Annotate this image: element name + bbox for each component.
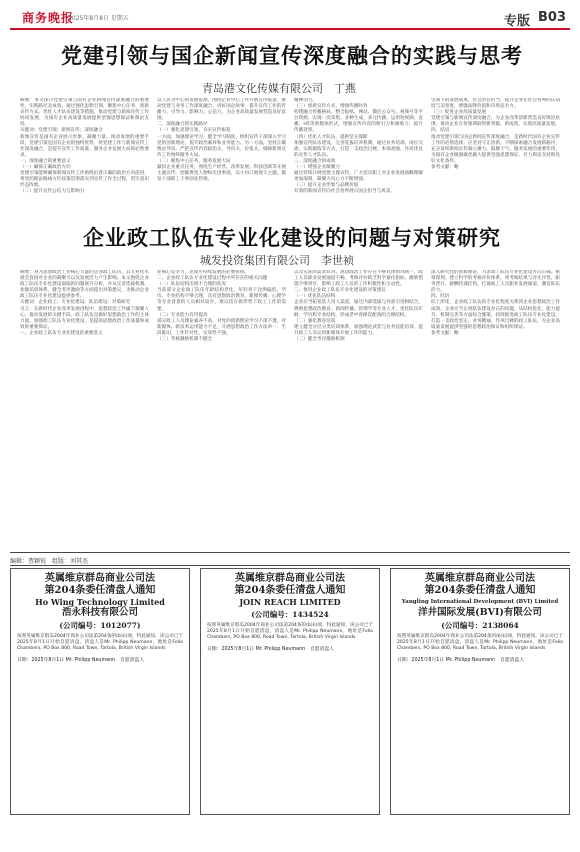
- notice-title: 英属维京群岛商业公司法 第204条委任清盘人通知: [44, 573, 156, 596]
- issue-date: 2025年8月8日 星期五: [68, 15, 129, 22]
- section-label: 专版: [503, 14, 530, 29]
- notice-date: 日期：2025年8月1日: [17, 657, 65, 663]
- article1-column: 精神动力。 （三）创新宣传方式，增强传播时效 构建融合传播格局，整合报纸、网站、微信公众号、视频号等平台资源，实现一次采集、多种生成、多元传播。运用短视频、直播、H5等新媒体形式，增强宣传内容的吸引力和感染力，提升传播效果。 （四）优化人才队伍，提供坚实保障 加强宣传队伍建设，完善选拔培养机制，通过业务培训、岗位交流、实践锻炼等方式，打造一支政治过硬、本领高强、作风优良的宣传人才队伍。 三、深度融合的成效 （一）增强企业凝聚力 通过持续开展党建主题宣传，广大党员职工对企业发展战略理解更加深刻，凝聚力向心力不断增强。 （二）提升企业形象与品牌价值 有效的新闻宣传向社会各界展示国企担当与风采，: [294, 98, 423, 195]
- masthead: [10, 8, 570, 30]
- article2-byline: 城发投资集团有限公司 李世祯: [200, 254, 354, 267]
- notice-body: 按照英属维京群岛2004年商业公司法第204条的(b)(i)项，特此通知，该公司已于2025年8月1日开始自愿清盘，清盘人是Mr. Philipp Neumann，地址是Folio Chambers, PO Box 800, Road Town, Tortola, British Virgin Islands: [397, 634, 563, 652]
- notice-footer: [17, 656, 183, 663]
- notice-title: 英属维京群岛商业公司法 第204条委任清盘人通知: [424, 573, 536, 596]
- article2-column: 以及实际的需求状况，思想政治工作存在不够具体情况统一，政工人员职业发展通道不畅，考核评价缺乏科学量化指标，激励措施不够到位，影响了政工人员的工作积极性和主动性。 三、推进企业政工队伍专业化建设的对策建议 （一）优化队伍结构 企业应当拓宽选人用人渠道，通过内部选拔与外部引进相结合，吸纳思想政治教育、新闻传播、管理学等专业人才，优化队伍年龄、学历和专业结构，形成老中青梯次配备的合理结构。 （二）强化教育培训 建立健全分层分类培训体系，加强理论武装与业务技能培训，提升政工人员运用新媒体开展工作的能力。 （三）健全考评激励机制: [294, 270, 423, 343]
- notice-date: 日期：2025年8月1日: [397, 657, 445, 663]
- article1-column: 以人民为中心的发展思想，围绕企业中心工作开展宣传报道，推动党建与业务工作深度融合，讲好国企故事，提升宣传工作的传播力、引导力、影响力、公信力，为企业高质量发展营造良好氛围。 二、深度融合的实践路径 （一）强化思想引领，夯实宣传根基 一方面，加强理论学习，健全学习制度，组织宣传干部深入学习党的创新理论，提升政治素养和业务能力。另一方面，坚持正确舆论导向，严把宣传内容政治关、导向关、价值关，确保新闻宣传工作始终服务大局。 （二）聚焦中心任务，服务发展大局 紧扣企业重点任务，围绕生产经营、改革发展、科技创新等开展主题宣传，挖掘典型人物和先进事迹，以小切口展现大主题，激发干部职工干事创业热情。: [157, 98, 286, 183]
- article2-column: 深入研究党的创新理论，力求政工队伍专业化建设方向正确。统筹谋划，建立科学的考核评价体系，将考核结果与评先评优、职务晋升、薪酬待遇挂钩，打通政工人员职业发展通道，激发队伍活力。 四、结语 综上所述，企业政工队伍的专业化程度关系到企业思想政治工作成效。企业应当正视队伍建设存在的问题，从结构优化、能力提升、机制完善等方面综合施策，持续推进政工队伍专业化建设，打造一支政治坚定、业务精通、作风过硬的政工队伍，为企业高质量发展提供坚强的思想政治保证和组织保证。 参考文献：略: [431, 270, 560, 336]
- divider: [10, 552, 570, 553]
- notice-body: 按照英属维京群岛2004年商业公司法第204条的(b)(i)项，特此通知，该公司已于2025年8月1日开始自愿清盘，清盘人是Mr. Philipp Neumann，地址是Folio Chambers, PO Box 800, Road Town, Tortola, British Virgin Islands: [17, 634, 183, 652]
- notice-date: 日期：2025年8月1日: [207, 646, 255, 652]
- notice-company-cn: 浩永科技有限公司: [61, 607, 138, 618]
- article1-byline: 青岛港文化传媒有限公司 丁燕: [202, 82, 356, 95]
- notice-company-code: (公司编号：1012077): [59, 621, 141, 630]
- article2-column: 业核心竞争力，达成可持续发展的必要抉择。 二、企业政工队伍专业化建设过程中所存在的相关问题 （一）队伍结构出现不合理的状况 当前部分企业政工队伍年龄结构老化，年轻骨干比例偏低，学历、专业结构不够合理，具有思想政治教育、新闻传播、心理学等专业背景的人员相对较少，难以适应新形势下政工工作的需要。 （二）专业能力有待提高 部分政工人员理论素养不高，对党的创新理论学习不深不透，对新媒体、新技术运用能力不足，开展思想政治工作方法单一、手段陈旧，工作针对性、实效性不强。 （三）考核激励机制不健全: [157, 270, 286, 343]
- notice-body: 按照英属维京群岛2004年商业公司法第204条的(b)(i)项，特此通知，该公司已于2025年8月1日开始自愿清盘，清盘人是Mr. Philipp Neumann，地址是Folio Chambers, PO Box 800, Road Town, Tortola, British Virgin Islands: [207, 623, 373, 641]
- notice-company-cn: 洋井国际发展(BVI)有限公司: [418, 607, 542, 618]
- notice-company-code: (公司编号：1434524: [251, 610, 329, 619]
- article2-column: 摘要：身为思想政治工作核心力量的企业政工队伍，其专业化水准会直接对企业的凝聚力以及发展活力产生影响。本文围绕企业政工队伍专业化建设面临的问题展开分析，并从完善选拔机制、加强培训体系、健全考评激励等方面提出对策建议，为推动企业政工队伍专业化建设提供参考。 关键词：企业政工；专业化建设；队伍建设；对策研究 引言：在新时代企业改革发展进程中，思想政治工作属于凝聚人心、推动发展的关键手段，政工队伍是做好思想政治工作的主体力量。加强政工队伍专业化建设，是提高思想政治工作质量和成效的重要保证。 一、企业政工队伍专业化建设的重要意义: [20, 270, 149, 336]
- article2-body: [20, 270, 560, 548]
- notice-signer: Mr. Philipp Neumann 自愿清盘人: [445, 657, 524, 663]
- divider: [10, 565, 570, 566]
- article2-title: 企业政工队伍专业化建设的问题与对策研究: [83, 225, 501, 250]
- notice-company-en: Yangling International Development (BVI) Limited: [401, 599, 559, 605]
- editor-credits: 编辑：曹颖锐 组版：刘其杰: [10, 558, 89, 565]
- newspaper-logo: 商务晚报: [22, 11, 75, 25]
- liquidation-notice: [390, 568, 570, 815]
- notice-company-en: JOIN REACH LIMITED: [239, 597, 341, 607]
- liquidation-notice: [200, 568, 380, 815]
- notice-title: 英属维京群岛商业公司法 第204条委任清盘人通知: [234, 573, 346, 596]
- article1-title: 党建引领与国企新闻宣传深度融合的实践与思考: [61, 43, 523, 68]
- notice-footer: [207, 645, 373, 652]
- article1-column: 引领下的发展成果，社会责任担当，提升企业在社会各界的认知度与美誉度，增强品牌价值和市场竞争力。 （三）促进企业高质量发展 党建引领与新闻宣传深度融合，为企业改革创新营造良好舆论氛围，推动企业在各领域取得新突破、新成效，实现高质量发展。 四、结语 推动党建引领与国企新闻宣传深度融合，是新时代国有企业宣传工作的必然选择。应坚持守正创新，不断探索融合发展新路径，充分发挥新闻宣传凝心聚力、鼓舞士气、服务发展的重要作用，为国有企业做强做优做大提供坚强思想保证、有力舆论支持和良好文化条件。 参考文献：略: [431, 98, 560, 171]
- liquidation-notice: [10, 568, 190, 815]
- page-number: B03: [538, 10, 566, 25]
- article1-column: 摘要：本文探讨党建引领与国有企业新闻宣传深度融合的重要性、实践路径及成效。通过强化思想引领、聚焦中心任务、创新宣传方式、优化人才队伍建设等措施，推动党建与新闻宣传工作协同发展，为国有企业高质量发展提供坚强思想保证和舆论支持。 关键词：党建引领；新闻宣传；深度融合 新闻宣传是国有企业展示形象、凝聚力量、推动发展的重要手段。党建引领是国有企业的独特优势，将党建工作与新闻宣传工作深度融合，是提升宣传工作质量、服务企业发展大局的必然要求。 一、深度融合的重要意义 （一）确保正确政治方向 党建引领能够确保新闻宣传工作始终沿着正确的政治方向前进，将党的理论路线方针政策贯彻落实到宣传工作全过程，筑牢意识形态阵地。 （二）提升宣传公信力与影响力: [20, 98, 149, 195]
- notice-company-code: (公司编号：2138064: [441, 621, 519, 630]
- notice-footer: [397, 656, 563, 663]
- notice-signer: Mr. Philipp Neumann 自愿清盘人: [65, 657, 144, 663]
- notice-signer: Mr. Philipp Neumann 自愿清盘人: [255, 646, 334, 652]
- notice-company-en: Ho Wing Technology Limited: [35, 597, 165, 607]
